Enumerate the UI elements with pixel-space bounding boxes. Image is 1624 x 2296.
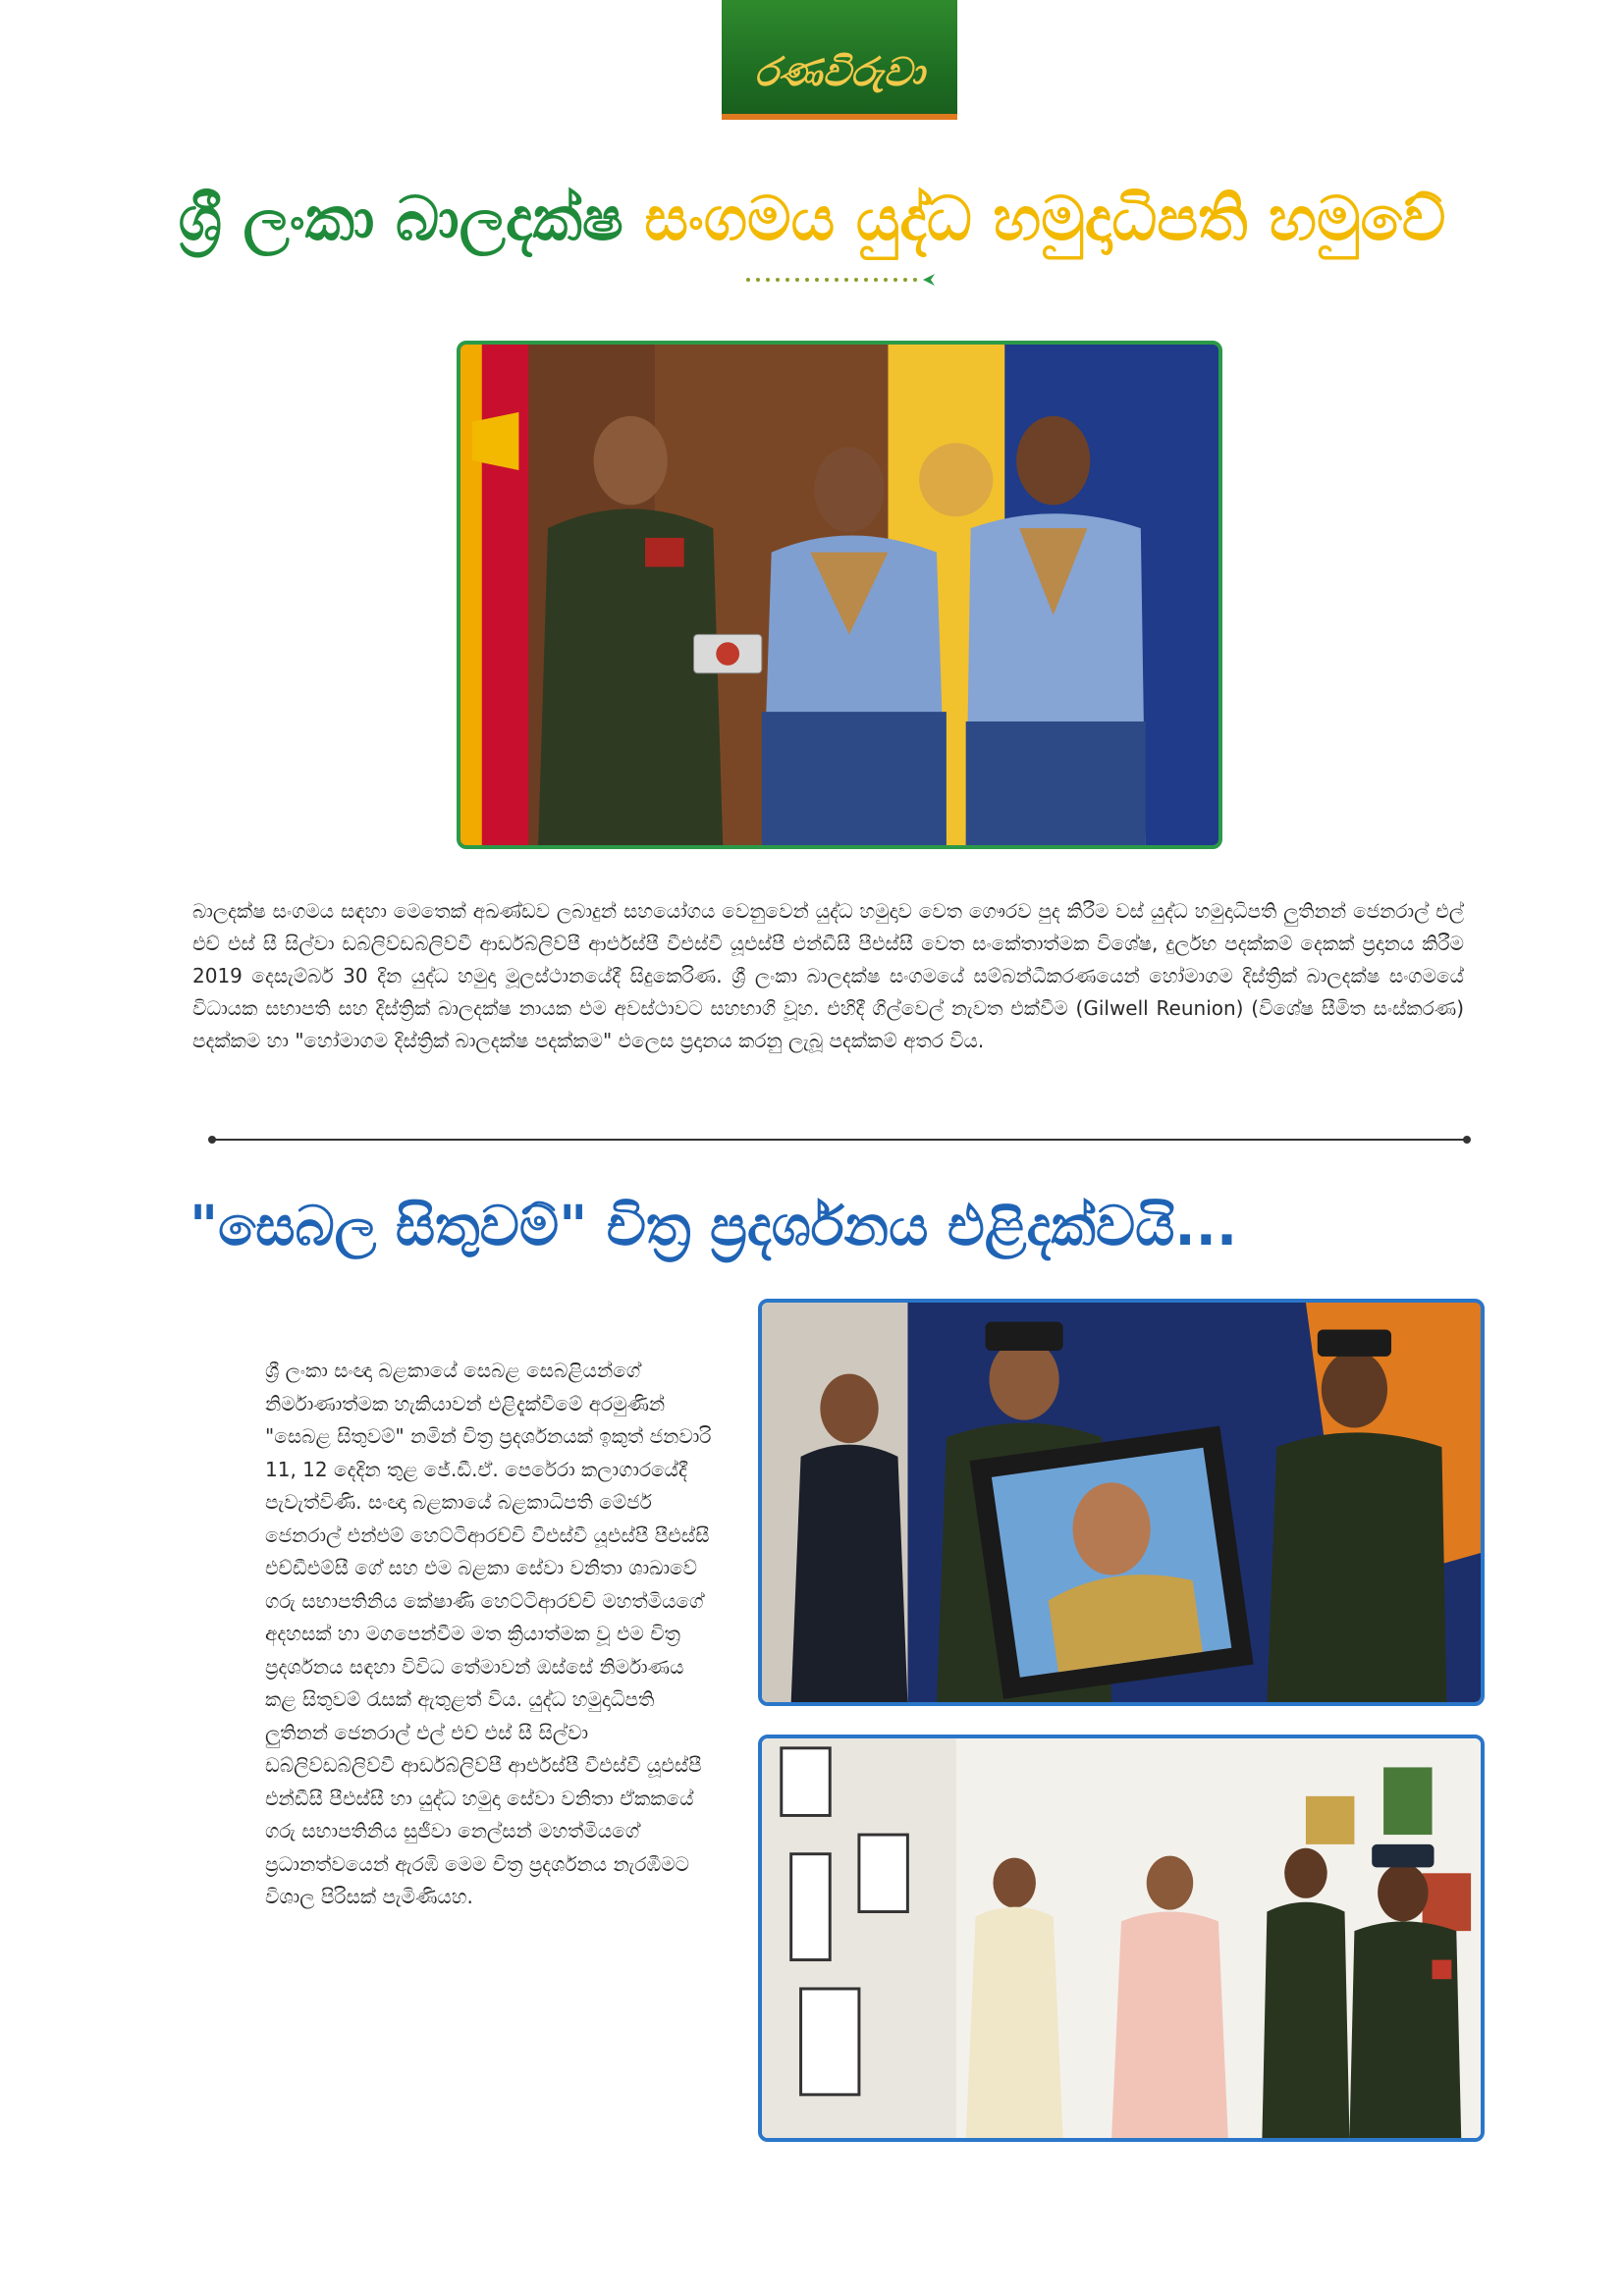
section-divider — [212, 1139, 1467, 1141]
award-presentation-photo — [457, 341, 1222, 849]
article1-title — [0, 175, 1624, 263]
exhibition-visit-photo — [758, 1735, 1485, 2142]
article2-title: "සෙබල සිතුවම්" චිත්‍ර ප්‍රදර්ශනය එළිදක්වයි... — [189, 1195, 1238, 1258]
article2-body: ශ්‍රී ලංකා සංඥා බළකායේ සෙබළ සෙබළියන්ගේ නිර්මාණාත්මක හැකියාවන් එළිදැක්වීමේ අරමුණින් "සෙබළ සිතුවම්" නමින් චිත්‍ර ප්‍රදර්ශනයක් ඉකුත් ජනවාරි 11, 12 දෙදින තුළ ජේ.ඩී.ඒ. පෙරේරා කලාගාරයේදී පැවැත්විණි. සංඥා බළකායේ බළකාධිපති මේජර් ජෙනරාල් එන්එම් හෙට්ටිආරච්චි වීඑස්වී යූඑස්පී පීඑස්සී එච්ඩීඑම්සී ගේ සහ එම බළකා සේවා වනිතා ශාඛාවේ ගරු සභාපතිනිය කේෂාණි හෙට්ටිආරච්චි මහත්මියගේ අදහසක් හා මගපෙන්වීම මත ක්‍රියාත්මක වූ එම චිත්‍ර ප්‍රදර්ශනය සඳහා විවිධ තේමාවන් ඔස්සේ නිර්මාණය කළ සිතුවම් රැසක් ඇතුළත් විය. යුද්ධ හමුදාධිපති ලුතිනන් ජෙනරාල් එල් එච් එස් සී සිල්වා ඩබ්ලිව්ඩබ්ලිව්වී ආර්ඩබ්ලිව්පී ආර්එස්පී වීඑස්වී යූඑස්පී එන්ඩීසී පීඑස්සී හා යුද්ධ හමුදා සේවා වනිතා ඒකකයේ ගරු සභාපතිනිය සුජීවා නෙල්සන් මහත්මියගේ ප්‍රධානත්වයෙන් ඇරඹි මෙම චිත්‍ර ප්‍රදර්ශනය නැරඹීමට විශාල පිරිසක් පැමිණියහ. — [265, 1359, 712, 1908]
masthead-tab — [722, 0, 957, 120]
dotted-ornament-icon — [744, 270, 941, 290]
masthead-title: රණවිරුවා — [754, 48, 925, 95]
article1-body: බාලදක්ෂ සංගමය සඳහා මෙතෙක් අඛණ්ඩව ලබාදුන් සහයෝගය වෙනුවෙන් යුද්ධ හමුදාව වෙත ගෞරව පුද කිරීම වස් යුද්ධ හමුදාධිපති ලුතිනන් ජෙනරාල් එල් එච් එස් සී සිල්වා ඩබ්ලිව්ඩබ්ලිව්වී ආර්ඩබ්ලිව්පී ආර්එස්පී වීඑස්වී යූඑස්පී එන්ඩීසී පීඑස්සී වෙත සංකේතාත්මක විශේෂ, දුර්ලභ පදක්කම් දෙකක් ප්‍රදානය කිරීම 2019 දෙසැම්බර් 30 දින යුද්ධ හමුදා මූලස්ථානයේදී සිදුකෙරිණ. ශ්‍රී ලංකා බාලදක්ෂ සංගමයේ සම්බන්ධීකරණයෙන් හෝමාගම දිස්ත්‍රික් බාලදක්ෂ සංගමයේ විධායක සභාපති සහ දිස්ත්‍රික් බාලදක්ෂ නායක එම අවස්ථාවට සහභාගි වූහ. එහිදී ගිල්වෙල් නැවත එක්වීම (Gilwell Reunion) (විශේෂ සීමිත සංස්කරණ) පදක්කම හා "හෝමාගම දිස්ත්‍රික් බාලදක්ෂ පදක්කම" එලෙස ප්‍රදානය කරනු ලැබූ පදක්කම් අතර විය. — [192, 899, 1464, 1052]
portrait-presentation-photo — [758, 1299, 1485, 1706]
article1-title-part1: ශ්‍රී ලංකා බාලදක්ෂ — [178, 183, 623, 254]
article1-title-part2: සංගමය යුද්ධ හමුදාධිපති හමුවේ — [644, 183, 1446, 254]
